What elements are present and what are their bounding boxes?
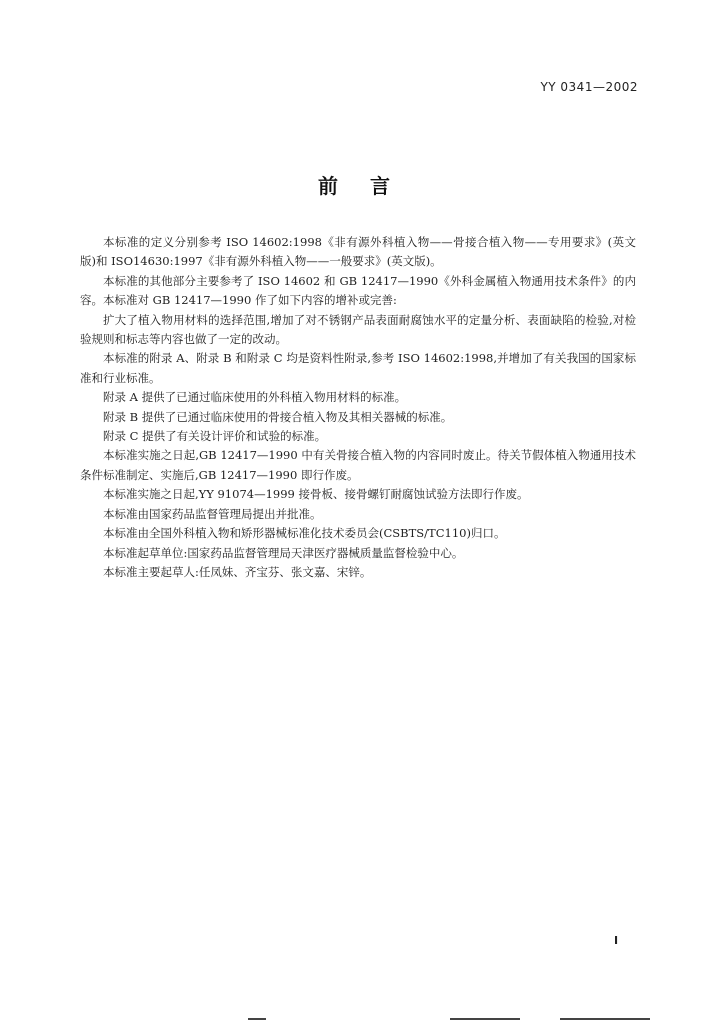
paragraph: 本标准起草单位:国家药品监督管理局天津医疗器械质量监督检验中心。 bbox=[103, 545, 464, 560]
paragraph: 本标准由全国外科植入物和矫形器械标准化技术委员会(CSBTS/TC110)归口。 bbox=[103, 526, 506, 541]
paragraph: 附录 B 提供了已通过临床使用的骨接合植入物及其相关器械的标准。 bbox=[103, 409, 453, 424]
preface-body bbox=[80, 233, 636, 582]
paragraph: 本标准的附录 A、附录 B 和附录 C 均是资料性附录,参考 ISO 14602:1998,并增加了有关我国的国家标准和行业标准。 bbox=[80, 351, 636, 385]
paragraph: 本标准的其他部分主要参考了 ISO 14602 和 GB 12417—1990《外科金属植入物通用技术条件》的内容。本标准对 GB 12417—1990 作了如下内容的增补或完善: bbox=[80, 273, 636, 308]
paragraph: 本标准实施之日起,GB 12417—1990 中有关骨接合植入物的内容同时废止。待关节假体植入物通用技术条件标准制定、实施后,GB 12417—1990 即行作废。 bbox=[80, 448, 636, 482]
scan-artifact bbox=[248, 1018, 266, 1020]
paragraph: 附录 A 提供了已通过临床使用的外科植入物用材料的标准。 bbox=[103, 390, 407, 405]
page-title: 前言 bbox=[318, 174, 422, 198]
standard-number: YY 0341—2002 bbox=[540, 80, 638, 94]
paragraph: 本标准实施之日起,YY 91074—1999 接骨板、接骨螺钉耐腐蚀试验方法即行作废。 bbox=[103, 487, 529, 502]
paragraph: 本标准主要起草人:任凤妹、齐宝芬、张文嘉、宋锌。 bbox=[103, 564, 372, 579]
paragraph: 扩大了植入物用材料的选择范围,增加了对不锈钢产品表面耐腐蚀水平的定量分析、表面缺陷的检验,对检验规则和标志等内容也做了一定的改动。 bbox=[80, 312, 636, 347]
paragraph: 附录 C 提供了有关设计评价和试验的标准。 bbox=[103, 429, 327, 444]
paragraph: 本标准的定义分别参考 ISO 14602:1998《非有源外科植入物——骨接合植入物——专用要求》(英文版)和 ISO14630:1997《非有源外科植入物——一般要求》(英文版)。 bbox=[80, 235, 636, 269]
page-number: I bbox=[614, 934, 619, 947]
scan-artifact bbox=[450, 1018, 520, 1020]
paragraph: 本标准由国家药品监督管理局提出并批准。 bbox=[103, 506, 322, 521]
scan-artifact bbox=[560, 1018, 650, 1020]
